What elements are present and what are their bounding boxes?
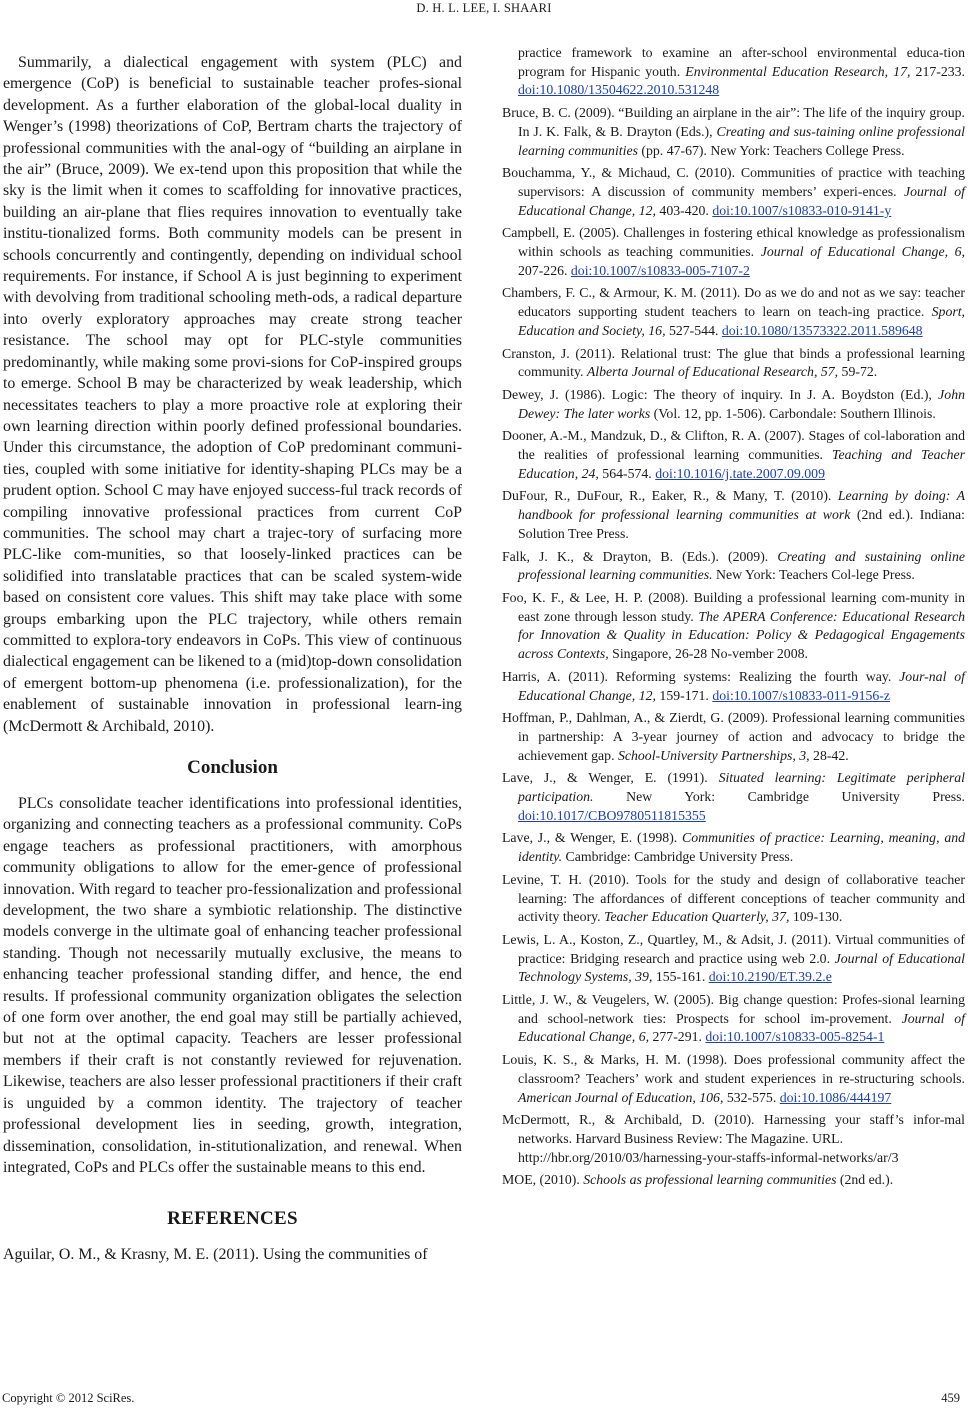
ref-rest: Cambridge: Cambridge University Press. — [562, 849, 794, 865]
left-column — [3, 52, 462, 1266]
ref-text: Dewey, J. (1986). Logic: The theory of inquiry. In J. A. Boydston (Ed.), — [502, 386, 939, 402]
ref-journal: Teaching and Teacher Education, 24, — [518, 447, 965, 481]
reference-foo — [502, 589, 965, 664]
ref-text: Bouchamma, Y., & Michaud, C. (2010). Communities of practice with teaching supervisors: A discussion of community members’ experi-ences. — [502, 165, 965, 199]
reference-lave-1991 — [502, 769, 965, 825]
ref-book: Learning by doing: A handbook for professional learning communities at work — [518, 488, 965, 523]
ref-pages: 109-130. — [789, 909, 843, 925]
ref-journal: American Journal of Education, 106, — [518, 1089, 724, 1105]
ref-book: Situated learning: Legitimate peripheral participation. — [518, 770, 965, 805]
doi-link[interactable]: doi:10.2190/ET.39.2.e — [708, 969, 832, 985]
doi-link[interactable]: doi:10.1080/13573322.2011.589648 — [721, 322, 923, 338]
reference-lave-1998 — [502, 829, 965, 866]
conclusion-heading: Conclusion — [187, 757, 278, 778]
ref-journal: Journal of Educational Change, 6, — [518, 1010, 965, 1045]
reference-levine — [502, 871, 965, 927]
ref-journal: Journal of Educational Change, 6, — [760, 244, 965, 260]
ref-pages: 277-291. — [649, 1029, 702, 1045]
ref-journal: School-University Partnerships, 3, — [617, 747, 810, 763]
reference-dewey — [502, 386, 965, 423]
ref-journal: Environmental Education Research, 17, — [685, 63, 911, 79]
reference-cranston — [502, 345, 965, 382]
ref-text: Harris, A. (2011). Reforming systems: Realizing the fourth way. — [502, 668, 900, 684]
body-paragraph-dialectical: Summarily, a dialectical engagement with system (PLC) and emergence (CoP) is beneficial to sustainable teacher profes-sional development. As a further elaboration of the global-local duality in Wenger’s (1998) theorizations of CoP, Bertram charts the trajectory of professional communities with the anal-ogy of “building an airplane in the air” (Bruce, 2009). We ex-tend upon this proposition that while the sky is the limit when it comes to scaffolding for innovative practices, building an air-plane that flies requires innovation to eventually take institu-tionalized forms. Both community models can be present in schools concurrently and contingently, depending on individual school requirements. For instance, if School A is just beginning to experiment with devolving from traditional schooling meth-ods, a radical departure into overly exploratory approaches may create strong teacher resistance. The school may opt for PLC-style communities predominantly, while making some provi-sions for CoP-inspired groups to emerge. School B may be characterized by weak leadership, which necessitates teachers to play a more proactive role at exploring their own learning direction within poorly defined professional boundaries. Under this circumstance, the adoption of CoP predominant communi-ties, coupled with some initiative for identity-shaping PLCs may be a prudent option. School C may have enjoyed success-ful track records of compiling innovative professional practices from current CoP communities. The school may chart a trajec-tory of surfacing more PLC-like com-munities, so that loosely-linked practices can be solidified into translatable practices that can be scaled system-wide based on consistent core values. This shift may take place with some groups embarking upon the PLC trajectory, while others remain committed to explora-tory endeavors in CoPs. This view of continuous dialectical engagement can be likened to a (mid)top-down consolidation of emergent bottom-up phenomena (i.e. professionalization), for the enablement of sustainable innovation in professional learn-ing (McDermott & Archibald, 2010). — [3, 54, 462, 735]
ref-text: Lave, J., & Wenger, E. (1998). — [502, 830, 683, 846]
reference-lewis — [502, 931, 965, 987]
ref-book: Creating and sus-taining online professional learning communities — [518, 123, 965, 158]
reference-mcdermott — [502, 1111, 965, 1167]
reference-louis — [502, 1051, 965, 1107]
ref-rest: (2nd ed.). — [836, 1172, 894, 1188]
ref-text: Hoffman, P., Dahlman, A., & Zierdt, G. (2009). Professional learning communities in partnership: A 3-year journey of action and advocacy to bridge the achievement gap. — [502, 710, 965, 763]
ref-text: Foo, K. F., & Lee, H. P. (2008). Building a professional learning com-munity in east zone through lesson study. — [502, 589, 965, 624]
reference-hoffman — [502, 709, 965, 765]
ref-text: Levine, T. H. (2010). Tools for the study and design of collaborative teacher learning: The affordances of different conceptions of teacher community and activity theory. — [502, 871, 965, 925]
reference-harris — [502, 668, 965, 705]
ref-text: Campbell, E. (2005). Challenges in fostering ethical knowledge as professionalism within schools as teaching communities. — [502, 225, 965, 260]
ref-journal: Jour-nal of Educational Change, 12, — [518, 668, 965, 703]
ref-url[interactable]: http://hbr.org/2010/03/harnessing-your-staffs-informal-networks/ar/3 — [518, 1149, 899, 1165]
ref-rest: Singapore, 26-28 No-vember 2008. — [608, 646, 808, 662]
ref-text: Dooner, A.-M., Mandzuk, D., & Clifton, R. A. (2007). Stages of col-laboration and the realities of professional learning communities. — [502, 428, 965, 463]
doi-link[interactable]: doi:10.1080/13504622.2010.531248 — [518, 82, 720, 98]
ref-journal: Sport, Education and Society, 16, — [518, 304, 965, 338]
doi-link[interactable]: doi:10.1086/444197 — [779, 1089, 892, 1105]
ref-pages: 527-544. — [665, 322, 719, 338]
running-head: D. H. L. LEE, I. SHAARI — [416, 1, 552, 15]
reference-falk — [502, 548, 965, 585]
ref-pages: 155-161. — [652, 969, 706, 985]
ref-book: John Dewey: The later works — [518, 386, 965, 421]
ref-pages: 159-171. — [655, 687, 709, 703]
ref-pages: 217-233. — [910, 63, 965, 79]
copyright-footer: Copyright © 2012 SciRes. — [2, 1391, 135, 1405]
ref-text: Bruce, B. C. (2009). “Building an airplane in the air”: The life of the inquiry group. In J. K. Falk, & B. Drayton (Eds.), — [502, 105, 965, 139]
ref-text: Louis, K. S., & Marks, H. M. (1998). Does professional community affect the classroom? Teachers’ work and student experiences in re-structuring schools. — [502, 1052, 965, 1086]
ref-journal: Teacher Education Quarterly, 37, — [604, 909, 790, 925]
reference-aguilar-cont — [502, 44, 965, 100]
doi-link[interactable]: doi:10.1017/CBO9780511815355 — [518, 807, 706, 823]
ref-text: Falk, J. K., & Drayton, B. (Eds.). (2009). — [502, 548, 778, 564]
ref-pages: 59-72. — [838, 364, 878, 380]
ref-book: Creating and sustaining online professional learning communities. — [518, 548, 965, 583]
doi-link[interactable]: doi:10.1007/s10833-005-8254-1 — [705, 1029, 885, 1045]
ref-rest: New York: Teachers Col-lege Press. — [712, 567, 915, 583]
ref-journal: Alberta Journal of Educational Research, 57, — [586, 364, 839, 380]
ref-text: Cranston, J. (2011). Relational trust: The glue that binds a professional learning community. — [502, 345, 965, 380]
reference-little — [502, 991, 965, 1047]
page-number: 459 — [941, 1391, 960, 1405]
reference-moe — [502, 1171, 965, 1190]
ref-journal: Journal of Educational Technology Systems, 39, — [518, 950, 965, 985]
doi-link[interactable]: doi:10.1016/j.tate.2007.09.009 — [655, 465, 825, 481]
reference-dooner — [502, 427, 965, 483]
reference-chambers — [502, 284, 965, 340]
ref-book: The APERA Conference: Educational Research for Innovation & Quality in Education: Policy & Pedagogical Engagements across Contexts, — [518, 608, 966, 662]
ref-book: Schools as professional learning communities — [583, 1172, 837, 1188]
ref-text: MOE, (2010). — [502, 1172, 584, 1188]
doi-link[interactable]: doi:10.1007/s10833-010-9141-y — [712, 202, 892, 218]
reference-bouchamma — [502, 164, 965, 220]
reference-campbell — [502, 224, 965, 280]
ref-text: Lewis, L. A., Koston, Z., Quartley, M., & Adsit, J. (2011). Virtual communities of practice: Bridging research and practice using web 2.0. — [502, 931, 965, 966]
references-list — [502, 44, 965, 1194]
reference-aguilar-start: Aguilar, O. M., & Krasny, M. E. (2011). Using the communities of — [3, 1246, 428, 1264]
reference-dufour — [502, 487, 965, 543]
ref-pages: 564-574. — [598, 465, 652, 481]
ref-rest: (2nd ed.). Indiana: Solution Tree Press. — [518, 507, 965, 541]
ref-rest: New York: Cambridge University Press. — [593, 789, 965, 805]
ref-pages: 532-575. — [723, 1089, 777, 1105]
doi-link[interactable]: doi:10.1007/s10833-005-7107-2 — [570, 262, 750, 278]
doi-link[interactable]: doi:10.1007/s10833-011-9156-z — [712, 687, 890, 703]
ref-text: McDermott, R., & Archibald, D. (2010). Harnessing your staff’s infor-mal networks. Harvard Business Review: The Magazine. URL. — [502, 1112, 965, 1146]
ref-book: Communities of practice: Learning, meaning, and identity. — [518, 830, 966, 865]
reference-bruce — [502, 104, 965, 160]
ref-pages: 207-226. — [518, 262, 571, 278]
ref-pages: 403-420. — [655, 202, 709, 218]
ref-text: Chambers, F. C., & Armour, K. M. (2011). Do as we do and not as we say: teacher educators supporting student teachers to learn on teach-ing practice. — [502, 285, 965, 320]
ref-text: practice framework to examine an after-school environmental educa-tion program for Hispanic youth. — [518, 45, 965, 79]
body-paragraph-conclusion: PLCs consolidate teacher identifications into professional identities, organizing and connecting teachers as a professional community. CoPs engage teachers as professional practitioners, with amorphous community obligations to allow for the emer-gence of professional innovation. With regard to teacher pro-fessionalization and professional development, the two share a symbiotic relationship. The distinctive models converge in the ultimate goal of enhancing teacher professional standing. Though not necessarily mutually exclusive, the means to enhancing teacher professional standing differ, and hence, the end results. If professional community organization obligates the selection of one form over another, the end goal may still be partially achieved, but not at the optimal capacity. Teachers are lesser professional members if their craft is not constantly reviewed for rejuvenation. Likewise, teachers are also lesser professional practitioners if their craft is unguided by a common identity. The trajectory of teacher professional development lies in seeding, growth, integration, dissemination, consolidation, in-stitutionalization, and renewal. When integrated, CoPs and PLCs offer the sustainable means to this end. — [3, 795, 462, 1176]
ref-pages: 28-42. — [809, 747, 849, 763]
ref-text: Little, J. W., & Veugelers, W. (2005). Big change question: Profes-sional learning and school-network ties: Prospects for school im-provement. — [502, 992, 965, 1026]
ref-text: DuFour, R., DuFour, R., Eaker, R., & Many, T. (2010). — [502, 488, 838, 504]
ref-journal: Journal of Educational Change, 12, — [518, 183, 965, 218]
references-heading: REFERENCES — [167, 1208, 298, 1230]
ref-rest: (Vol. 12, pp. 1-506). Carbondale: Southern Illinois. — [650, 405, 936, 421]
ref-rest: (pp. 47-67). New York: Teachers College Press. — [637, 142, 905, 158]
ref-text: Lave, J., & Wenger, E. (1991). — [502, 770, 719, 786]
